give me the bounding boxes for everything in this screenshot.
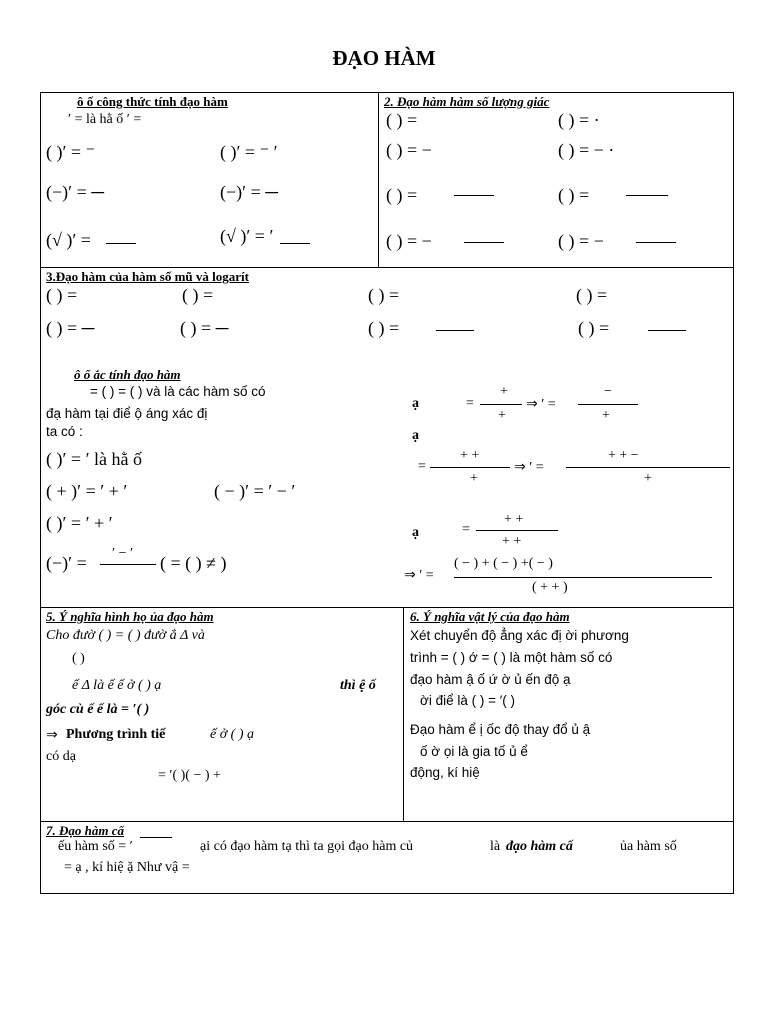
s1-row-4a: (√ )′ = [46,230,91,250]
section-2-header: 2. Đạo hàm hàm số lượng giác [384,94,550,109]
fraction-bar [626,195,668,196]
rule-constant: ( )′ = ′ là hằ ố [46,449,142,469]
s6-line-5: Đạo hàm ể ị ốc độ thay đổ ủ ậ [410,722,591,737]
fraction-bar [430,467,510,468]
fraction-bar [464,242,504,243]
s1-row-2b: ( )′ = ⁻ ′ [220,142,278,162]
s6-line-4: ời điể là ( ) = ′( ) [420,693,516,708]
s7-line-1e: ủa hàm số [620,839,677,854]
header-underline [140,837,172,838]
rq3-num: + + [504,512,524,527]
s3-r2-1: ( ) = ─ [180,318,229,338]
fraction-bar [476,530,558,531]
s3-r1-3: ( ) = [576,285,608,305]
rules-header: ô ố ắc tính đạo hàm [74,367,181,382]
s5-line-5: Phương trình tiế [66,727,166,742]
fraction-bar [648,330,686,331]
s7-line-1d: đạo hàm cấ [506,839,573,854]
s2-row-4b: ( ) = − [558,231,604,251]
s5-line-7: = ′( )( − ) + [158,768,221,783]
rule-quotient: (−)′ = [46,553,87,573]
rq3-den: + + [502,534,522,549]
rule-quotient-condition: ( = ( ) ≠ ) [160,553,227,573]
rule-difference: ( − )′ = ′ − ′ [214,481,296,501]
section-5-header: 5. Ý nghĩa hình họ ủa đạo hàm [46,609,214,624]
rq2-label: ạ [412,428,419,443]
s3-r2-2: ( ) = [368,318,400,338]
s3-r1-0: ( ) = [46,285,78,305]
rq2-num: + + [460,448,480,463]
rule-product: ( )′ = ′ + ′ [46,513,113,533]
s2-row-1a: ( ) = [386,110,418,130]
s3-r2-3: ( ) = [578,318,610,338]
s5-line-3: ế Δ là ế ế ở ( ) ạ [72,678,162,693]
s2-row-2b: ( ) = − · [558,140,615,160]
s5-line-1: Cho đườ ( ) = ( ) đườ ắ Δ và [46,628,205,643]
s2-row-4a: ( ) = − [386,231,432,251]
rq1-den2: + [602,408,610,423]
rq1-num: + [500,384,508,399]
s5-line-5c: ế ở ( ) ạ [210,727,255,742]
fraction-bar [280,243,310,244]
s5-line-6: có dạ [46,749,76,764]
fraction-bar [436,330,474,331]
section-7-header: 7. Đạo hàm cấ [46,823,124,838]
s1-row-2a: ( )′ = ⁻ [46,142,96,162]
rq2-num2: + + − [608,448,639,463]
rq1-num2: − [604,384,612,399]
rq1-label: ạ [412,396,419,411]
rule-quotient-numerator: ′ − ′ [112,546,134,561]
rules-line-2: đạ hàm tại điể ộ áng xác đị [46,406,208,421]
s7-line-1b: ại có đạo hàm tạ thì ta gọi đạo hàm củ [200,839,414,854]
s5-line-4: góc cù ế ế là = ′( ) [46,702,150,717]
s3-r1-1: ( ) = [182,285,214,305]
page-title: ĐẠO HÀM [332,46,436,70]
s2-row-2a: ( ) = − [386,140,432,160]
rq3-implies: ⇒ ′ = [404,568,434,583]
section-1-header: ô ố công thức tính đạo hàm [77,94,228,109]
s2-row-3b: ( ) = [558,185,590,205]
s5-line-2: ( ) [72,651,85,666]
s7-line-1a: ếu hàm số = ′ [58,839,133,854]
s1-row-3b: (−)′ = ─ [220,182,278,202]
rq2-implies: ⇒ ′ = [514,460,544,475]
rq1-eq: = [466,396,474,411]
fraction-bar [454,195,494,196]
fraction-bar [454,577,712,578]
s1-row-4b: (√ )′ = ′ [220,226,274,246]
s5-implies: ⇒ [46,728,58,743]
s7-line-2: = ạ , kí hiệ ặ Như vậ = [64,860,190,875]
rules-line-1: = ( ) = ( ) và là các hàm số có [90,384,266,399]
rq3-label: ạ [412,525,419,540]
s2-row-3a: ( ) = [386,185,418,205]
s1-row-3a: (−)′ = ─ [46,182,104,202]
fraction-bar [100,564,156,565]
fraction-bar [106,243,136,244]
fraction-bar [566,467,730,468]
s3-r1-2: ( ) = [368,285,400,305]
fraction-bar [480,404,522,405]
s7-line-1c: là [490,839,501,854]
rq2-den2: + [644,471,652,486]
rq3-den2: ( + + ) [532,580,568,595]
rq3-eq: = [462,522,470,537]
s3-r2-0: ( ) = ─ [46,318,95,338]
s6-line-2: trình = ( ) ớ = ( ) là một hàm số có [410,650,613,665]
fraction-bar [578,404,638,405]
rq1-implies: ⇒ ′ = [526,397,556,412]
s2-row-1b: ( ) = · [558,110,600,130]
s6-line-6: ố ờ ọi là gia tố ủ ể [420,744,528,759]
s6-line-3: đạo hàm ậ ố ứ ờ ủ ến độ ạ [410,672,571,687]
section-3-header: 3.Đạo hàm của hàm số mũ và logarít [46,269,249,284]
rq2-eq: = [418,459,426,474]
s6-line-1: Xét chuyển độ ẳng xác đị ời phương [410,628,629,643]
s6-line-7: động, kí hiệ [410,765,480,780]
rq3-num2: ( − ) + ( − ) +( − ) [454,556,553,571]
s1-row-1: ′ = là hằ ố ′ = [68,112,142,127]
rq1-den: + [498,408,506,423]
rq2-den: + [470,471,478,486]
section-6-header: 6. Ý nghĩa vật lý của đạo hàm [410,609,570,624]
fraction-bar [636,242,676,243]
rule-sum: ( + )′ = ′ + ′ [46,481,128,501]
rules-line-3: ta có : [46,424,83,439]
section-7-box [40,821,734,894]
s5-line-3b: thì ệ ố [340,678,376,693]
